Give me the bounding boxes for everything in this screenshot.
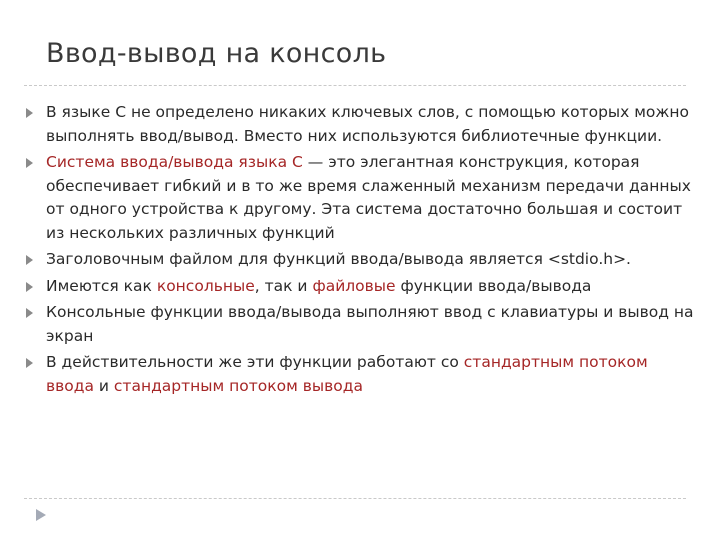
bullet-text: функции ввода/вывода [395,276,592,295]
triangle-bullet-icon [26,282,33,292]
bullet-text: Заголовочным файлом для функций ввода/вывода является <stdio.h>. [46,250,631,268]
highlight-term: файловые [312,276,396,295]
bullet-text: , так и [254,276,313,295]
bullet-text: Имеются как [46,276,157,295]
highlight-term: стандартным потоком вывода [113,376,363,395]
bullet-item [26,101,698,148]
bullet-text: Консольные функции ввода/вывода выполняют ввод с клавиатуры и вывод на экран [46,303,694,345]
triangle-bullet-icon [26,255,33,265]
highlight-term: Система ввода/вывода языка С [46,153,303,171]
bullet-text: — это элегантная конструкция, которая обеспечивает гибкий и в то же время слаженный механизм передачи данных от одного устройства к другому. Эта система достаточно большая и состоит из нескольких различных функций [46,153,691,242]
title-divider [24,85,686,86]
next-slide-arrow-icon[interactable] [36,509,46,521]
bullet-text: В языке С не определено никаких ключевых слов, с помощью которых можно выполнять ввод/вывод. Вместо них используются библиотечные функции. [46,103,690,145]
bullet-list [26,101,698,401]
triangle-bullet-icon [26,108,33,118]
bullet-item [26,248,698,272]
bullet-item [26,301,698,348]
bullet-text: и [93,376,114,395]
bullet-item [26,151,698,245]
triangle-bullet-icon [26,358,33,368]
triangle-bullet-icon [26,158,33,168]
highlight-term: консольные [156,276,255,295]
footer-divider [24,498,686,499]
bullet-item [26,275,698,299]
bullet-item [26,351,698,398]
slide-title: Ввод-вывод на консоль [46,38,387,69]
triangle-bullet-icon [26,308,33,318]
bullet-text: В действительности же эти функции работают со [46,353,464,371]
highlight-term: стандартным потоком ввода [46,353,648,395]
